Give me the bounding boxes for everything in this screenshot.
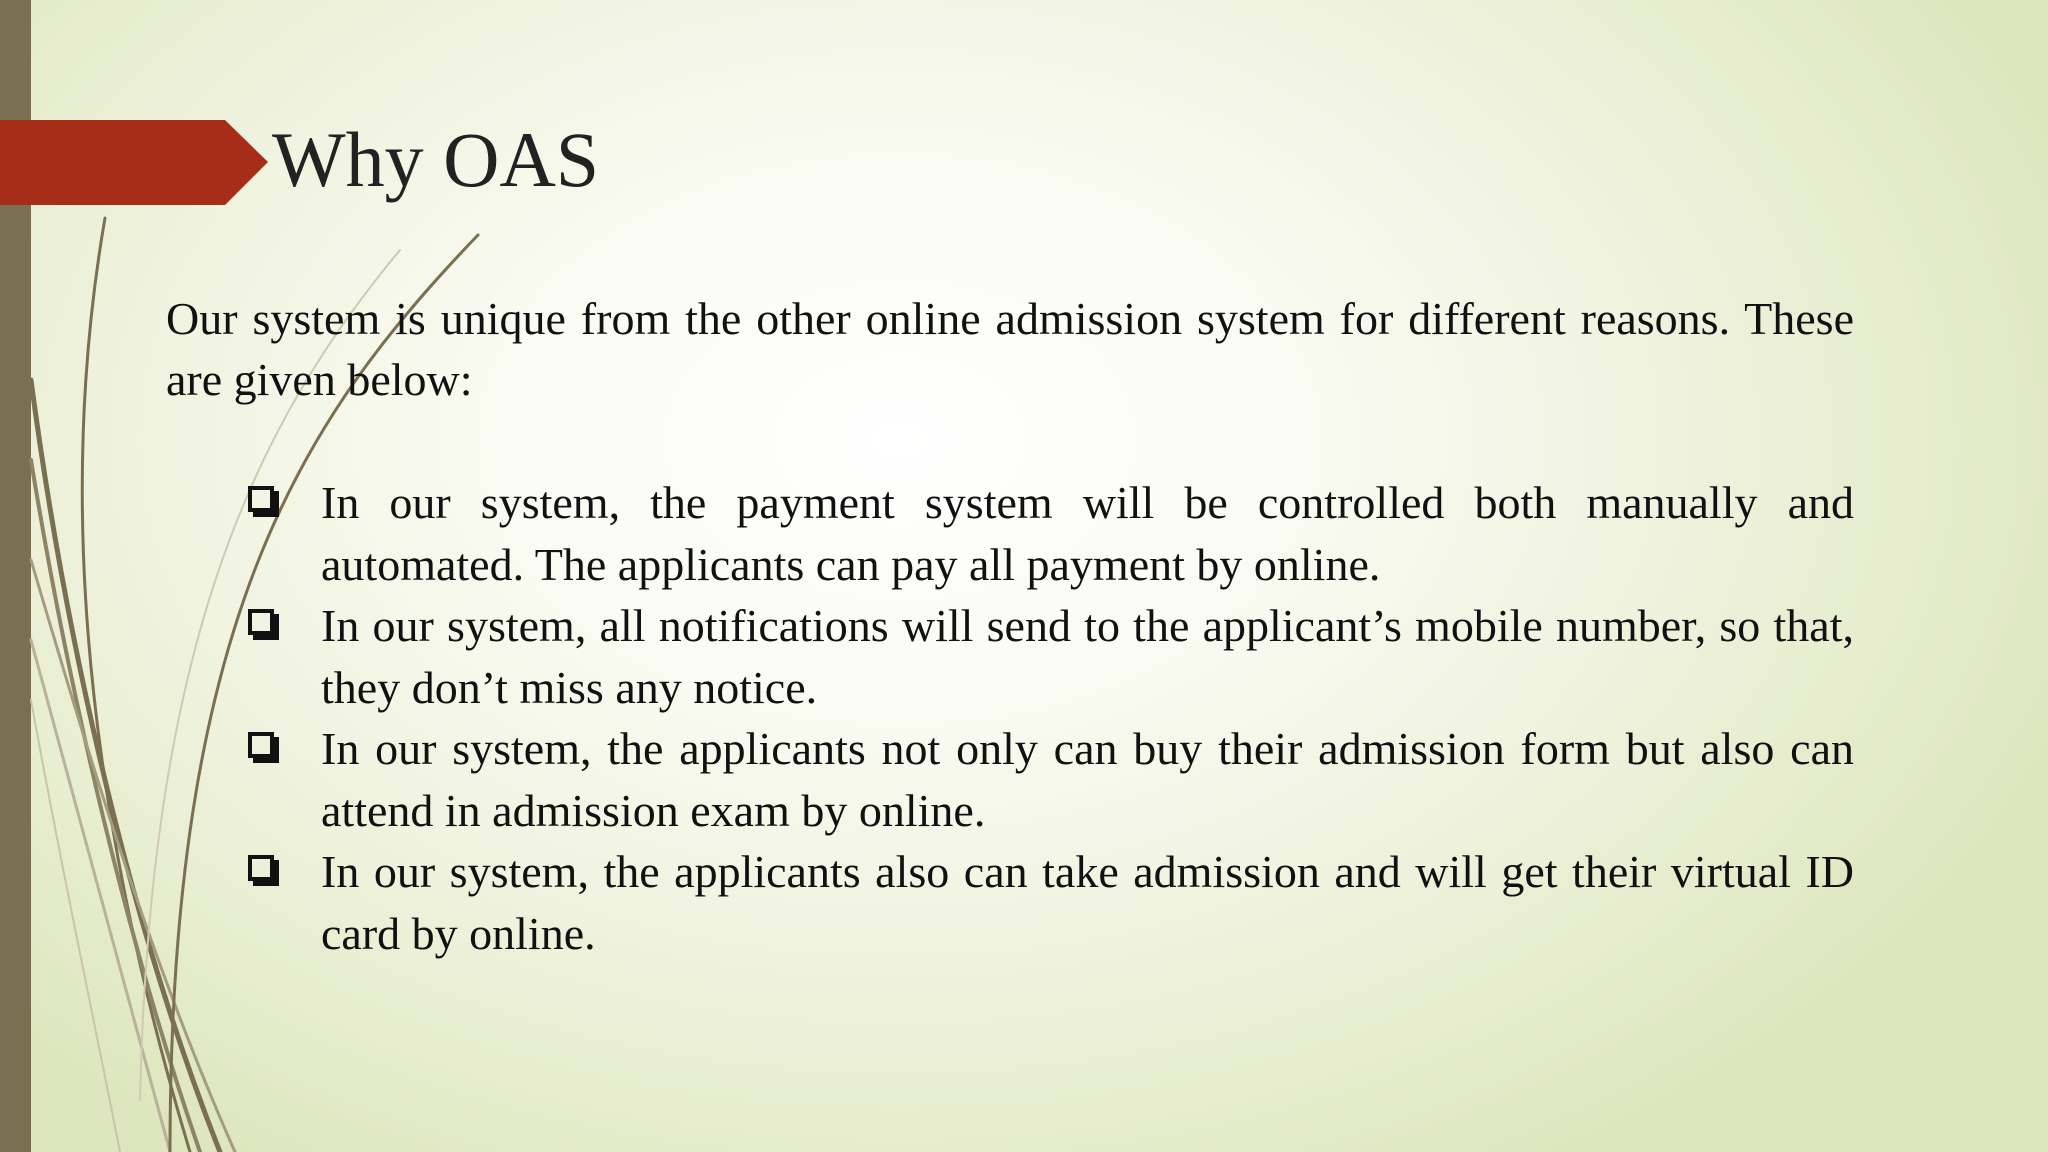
title-arrow-shape xyxy=(0,120,268,205)
bullet-text: In our system, the applicants not only can buy their admission form but also can attend in admission exam by online. xyxy=(321,723,1854,836)
list-item xyxy=(166,595,1854,718)
checkbox-square-icon xyxy=(248,609,274,635)
checkbox-square-icon xyxy=(248,732,274,758)
bullet-text: In our system, the payment system will be controlled both manually and automated. The applicants can pay all payment by online. xyxy=(321,477,1854,590)
list-item xyxy=(166,472,1854,595)
list-item xyxy=(166,841,1854,964)
intro-paragraph: Our system is unique from the other online admission system for different reasons. These are given below: xyxy=(166,293,1854,405)
checkbox-square-icon xyxy=(248,855,274,881)
bullet-text: In our system, all notifications will send to the applicant’s mobile number, so that, they don’t miss any notice. xyxy=(321,600,1854,713)
bullet-list xyxy=(166,472,1854,964)
slide-title: Why OAS xyxy=(272,116,600,203)
bullet-text: In our system, the applicants also can take admission and will get their virtual ID card by online. xyxy=(321,846,1854,959)
checkbox-square-icon xyxy=(248,486,274,512)
list-item xyxy=(166,718,1854,841)
